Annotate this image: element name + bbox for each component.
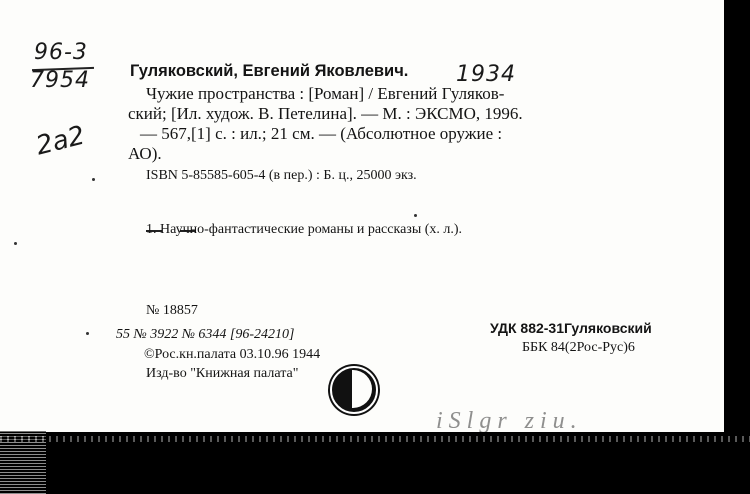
author-line: Гуляковский, Евгений Яковлевич. xyxy=(130,62,409,80)
speck xyxy=(14,242,17,245)
speck xyxy=(86,332,89,335)
title-line: Чужие пространства : [Роман] / Евгений Гуляков- xyxy=(146,84,505,103)
bbk-classification: ББК 84(2Рос-Рус)6 xyxy=(522,340,635,355)
speck xyxy=(414,214,417,217)
subject-heading: 1. Научно-фантастические романы и рассказы (х. л.). xyxy=(146,222,463,237)
copyright-line: ©Рос.кн.палата 03.10.96 1944 xyxy=(144,347,321,362)
imprint-line: ский; [Ил. худож. В. Петелина]. — М. : ЭКСМО, 1996. xyxy=(128,104,523,123)
collation-line: — 567,[1] с. : ил.; 21 см. — (Абсолютное оружие : xyxy=(140,124,503,143)
order-number-line: 55 № 3922 № 6344 [96-24210] xyxy=(116,327,295,342)
speck xyxy=(92,178,95,181)
handwritten-side-mark: 2a2 xyxy=(33,120,88,162)
publisher-line: Изд-во "Книжная палата" xyxy=(146,366,299,381)
handwritten-call-number-top: 96-3 xyxy=(34,40,88,65)
card-number: № 18857 xyxy=(146,303,198,318)
scan-border xyxy=(0,436,750,494)
isbn-line: ISBN 5-85585-605-4 (в пер.) : Б. ц., 25000 экз. xyxy=(146,168,417,183)
handwritten-call-number-bottom: 7954 xyxy=(30,68,90,93)
handwritten-year-mark: 1934 xyxy=(456,62,516,87)
faint-bottom-text: iSlgr ziu. xyxy=(436,408,583,432)
punched-hole-stamp xyxy=(330,366,378,414)
udk-classification: УДК 882-31Гуляковский xyxy=(490,320,652,336)
series-line: АО). xyxy=(128,144,162,163)
scan-noise xyxy=(0,436,750,442)
